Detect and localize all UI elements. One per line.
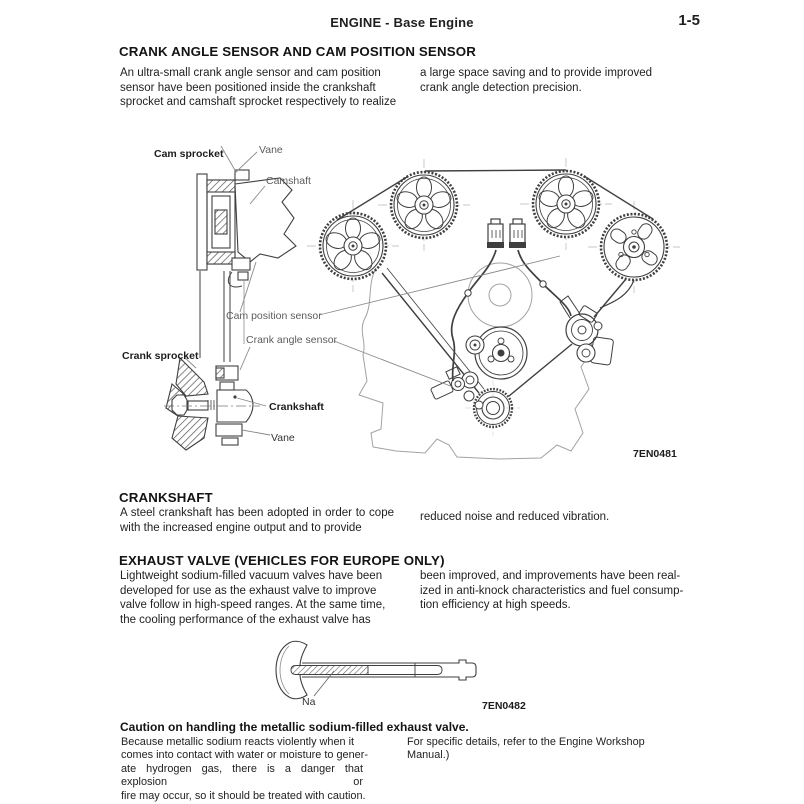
sensor-text-left <box>120 66 396 110</box>
text-line: Manual.) <box>407 749 450 762</box>
exhaust-text-right <box>420 569 696 613</box>
crankshaft-text-right <box>420 510 692 525</box>
section-heading-sensor: CRANK ANGLE SENSOR AND CAM POSITION SENSOR <box>119 44 476 59</box>
cam-sprocket-right-outer <box>601 214 667 280</box>
text-line: valve follow in high-speed ranges. At the same time, <box>120 599 386 612</box>
text-line: a large space saving and to provide improved <box>420 67 653 79</box>
cam-sprocket-left-inner <box>391 172 457 238</box>
sensor-text-right <box>420 66 692 95</box>
text-line: comes into contact with water or moisture to gener- <box>121 749 368 762</box>
figure-number-7EN0481: 7EN0481 <box>633 448 677 460</box>
text-line: with the increased engine output and to provide <box>120 521 362 534</box>
text-line: ized in anti-knock characteristics and fuel consump- <box>420 584 684 597</box>
page-header-title: ENGINE - Base Engine <box>330 15 474 30</box>
label-na: Na <box>302 696 316 708</box>
caution-text-left <box>121 736 368 803</box>
text-line: fire may occur, so it should be treated with caution. <box>121 789 366 802</box>
crankshaft-cross-section <box>164 358 260 450</box>
section-heading-exhaust-valve: EXHAUST VALVE (VEHICLES FOR EUROPE ONLY) <box>119 553 445 568</box>
label-crankshaft: Crankshaft <box>269 401 324 413</box>
crankshaft-text-left <box>120 506 394 535</box>
cam-sprocket-left-outer <box>320 213 386 279</box>
text-line: sprocket and camshaft sprocket respectively to realize <box>120 96 397 109</box>
text-line: A steel crankshaft has been adopted in order to cope <box>120 507 394 519</box>
cam-sprocket-right-inner <box>533 171 599 237</box>
sodium-fill <box>291 666 368 675</box>
text-line: the cooling performance of the exhaust valve has <box>120 613 371 626</box>
text-line: ate hydrogen gas, there is a danger that explosion or <box>121 762 363 789</box>
label-vane-top: Vane <box>259 144 283 156</box>
text-line: Lightweight sodium-filled vacuum valves have been <box>120 570 383 582</box>
label-camshaft: Camshaft <box>266 175 311 187</box>
caution-heading: Caution on handling the metallic sodium-filled exhaust valve. <box>120 720 469 734</box>
camshaft-cross-section <box>197 170 296 287</box>
label-cam-position-sensor: Cam position sensor <box>226 310 322 322</box>
engine-timing-figure <box>120 138 700 468</box>
figure-number-7EN0482: 7EN0482 <box>482 700 526 712</box>
label-vane-bottom: Vane <box>271 432 295 444</box>
text-line: For specific details, refer to the Engine Workshop <box>407 736 645 748</box>
text-line: reduced noise and reduced vibration. <box>420 511 610 523</box>
text-line: developed for use as the exhaust valve to improve <box>120 584 377 597</box>
exhaust-text-left <box>120 569 392 627</box>
label-crank-angle-sensor: Crank angle sensor <box>246 334 338 346</box>
label-crank-sprocket: Crank sprocket <box>122 350 199 362</box>
engine-timing-drawing <box>120 138 700 468</box>
text-line: sensor have been positioned inside the crankshaft <box>120 81 376 94</box>
exhaust-valve-figure <box>230 634 560 716</box>
text-line: Because metallic sodium reacts violently when it <box>121 736 355 748</box>
section-heading-crankshaft: CRANKSHAFT <box>119 490 213 505</box>
label-cam-sprocket: Cam sprocket <box>154 148 224 160</box>
page-number: 1-5 <box>678 12 700 29</box>
text-line: been improved, and improvements have been real- <box>420 570 681 582</box>
text-line: crank angle detection precision. <box>420 81 582 94</box>
text-line: An ultra-small crank angle sensor and cam position <box>120 67 381 79</box>
text-line: tion efficiency at high speeds. <box>420 599 571 612</box>
caution-text-right <box>407 736 657 763</box>
